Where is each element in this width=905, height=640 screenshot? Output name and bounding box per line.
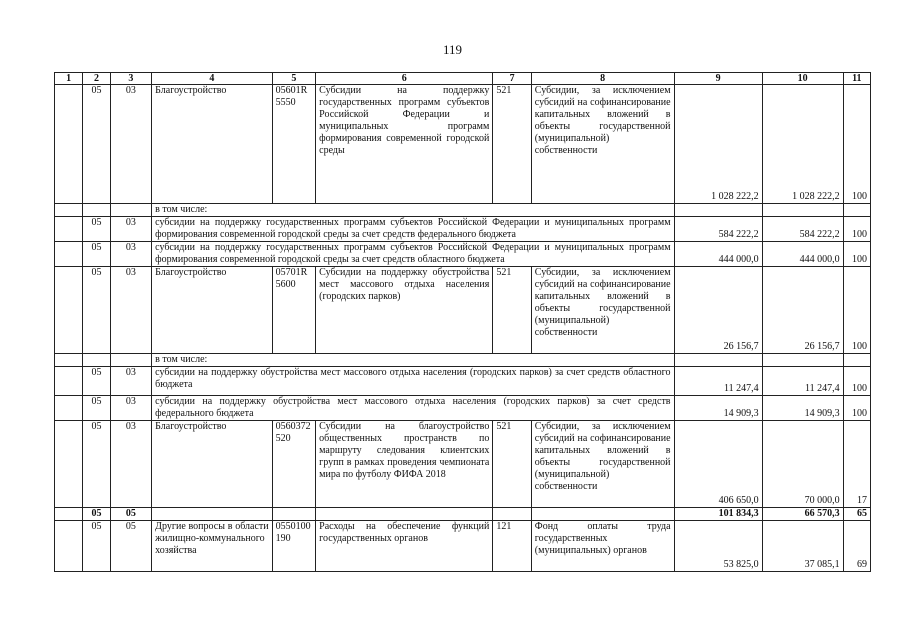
subsection-code: 03: [110, 242, 152, 267]
execution-percent: 65: [843, 508, 870, 521]
note-text: в том числе:: [152, 354, 674, 367]
col1-cell: [55, 85, 83, 204]
expense-type-description: Субсидии, за исключением субсидий на софинансирование капитальных вложений в объекты государственной (муниципальной) собственности: [531, 267, 674, 354]
planned-amount: 14 909,3: [674, 396, 762, 421]
table-row: [55, 204, 871, 217]
expense-type-code: 521: [493, 85, 531, 204]
section-code: 05: [83, 521, 110, 572]
planned-amount: 584 222,2: [674, 217, 762, 242]
header-cell: 4: [152, 73, 272, 85]
header-cell: 6: [316, 73, 493, 85]
execution-percent: 100: [843, 396, 870, 421]
section-code: 05: [83, 85, 110, 204]
header-row: [55, 73, 871, 85]
subsection-code: 03: [110, 421, 152, 508]
subsection-code: 03: [110, 267, 152, 354]
section-name: Другие вопросы в области жилищно-коммунального хозяйства: [152, 521, 272, 572]
execution-percent: 17: [843, 421, 870, 508]
executed-amount: 444 000,0: [762, 242, 843, 267]
section-code: 05: [83, 242, 110, 267]
col1-cell: [55, 421, 83, 508]
table-row: [55, 367, 871, 396]
subtotal-row: [55, 508, 871, 521]
expense-type-code: 121: [493, 521, 531, 572]
header-cell: 8: [531, 73, 674, 85]
executed-amount: 26 156,7: [762, 267, 843, 354]
subsection-code: 03: [110, 367, 152, 396]
target-description: Субсидии на поддержку государственных программ субъектов Российской Федерации и муниципальных программ формирования современной городской среды: [316, 85, 493, 204]
target-description: Субсидии на поддержку обустройства мест массового отдыха населения (городских парков): [316, 267, 493, 354]
table-row: [55, 421, 871, 508]
executed-amount: 37 085,1: [762, 521, 843, 572]
execution-percent: 100: [843, 85, 870, 204]
target-description: Субсидии на благоустройство общественных пространств по маршруту следования клиентских групп в рамках проведения чемпионата мира по футболу ФИФА 2018: [316, 421, 493, 508]
execution-percent: 100: [843, 242, 870, 267]
col1-cell: [55, 521, 83, 572]
col1-cell: [55, 267, 83, 354]
expense-type-code: 521: [493, 421, 531, 508]
table-row: [55, 354, 871, 367]
header-cell: 5: [272, 73, 316, 85]
executed-amount: 1 028 222,2: [762, 85, 843, 204]
section-code: 05: [83, 508, 110, 521]
target-code: 0550100190: [272, 521, 316, 572]
header-cell: 10: [762, 73, 843, 85]
page-number: 119: [442, 42, 463, 57]
executed-amount: 66 570,3: [762, 508, 843, 521]
subsection-code: 03: [110, 85, 152, 204]
table-row: [55, 85, 871, 204]
subitem-description: субсидии на поддержку обустройства мест массового отдыха населения (городских парков) за счет средств областного бюджета: [152, 367, 674, 396]
header-cell: 1: [55, 73, 83, 85]
section-code: 05: [83, 267, 110, 354]
target-code: 0560372520: [272, 421, 316, 508]
table-row: [55, 521, 871, 572]
execution-percent: 69: [843, 521, 870, 572]
executed-amount: 11 247,4: [762, 367, 843, 396]
executed-amount: 584 222,2: [762, 217, 843, 242]
header-cell: 11: [843, 73, 870, 85]
section-code: 05: [83, 367, 110, 396]
target-code: 05701R5600: [272, 267, 316, 354]
header-cell: 3: [110, 73, 152, 85]
note-text: в том числе:: [152, 204, 674, 217]
expense-type-description: Субсидии, за исключением субсидий на софинансирование капитальных вложений в объекты государственной (муниципальной) собственности: [531, 85, 674, 204]
section-code: 05: [83, 396, 110, 421]
table-row: [55, 396, 871, 421]
planned-amount: 53 825,0: [674, 521, 762, 572]
planned-amount: 444 000,0: [674, 242, 762, 267]
expense-type-code: 521: [493, 267, 531, 354]
subsection-code: 03: [110, 217, 152, 242]
executed-amount: 14 909,3: [762, 396, 843, 421]
planned-amount: 11 247,4: [674, 367, 762, 396]
header-cell: 2: [83, 73, 110, 85]
planned-amount: 1 028 222,2: [674, 85, 762, 204]
target-code: 05601R5550: [272, 85, 316, 204]
expense-type-description: Фонд оплаты труда государственных (муниципальных) органов: [531, 521, 674, 572]
execution-percent: 100: [843, 367, 870, 396]
subitem-description: субсидии на поддержку государственных программ субъектов Российской Федерации и муниципальных программ формирования современной городской среды за счет средств федерального бюджета: [152, 217, 674, 242]
execution-percent: 100: [843, 267, 870, 354]
table-row: [55, 242, 871, 267]
table-row: [55, 267, 871, 354]
header-cell: 7: [493, 73, 531, 85]
section-name: Благоустройство: [152, 267, 272, 354]
subsection-code: 03: [110, 396, 152, 421]
table-row: [55, 217, 871, 242]
executed-amount: 70 000,0: [762, 421, 843, 508]
subsection-code: 05: [110, 521, 152, 572]
target-description: Расходы на обеспечение функций государственных органов: [316, 521, 493, 572]
subitem-description: субсидии на поддержку обустройства мест массового отдыха населения (городских парков) за счет средств федерального бюджета: [152, 396, 674, 421]
execution-percent: 100: [843, 217, 870, 242]
planned-amount: 406 650,0: [674, 421, 762, 508]
planned-amount: 101 834,3: [674, 508, 762, 521]
planned-amount: 26 156,7: [674, 267, 762, 354]
section-code: 05: [83, 217, 110, 242]
section-name: Благоустройство: [152, 85, 272, 204]
budget-table: [54, 72, 871, 572]
section-code: 05: [83, 421, 110, 508]
expense-type-description: Субсидии, за исключением субсидий на софинансирование капитальных вложений в объекты государственной (муниципальной) собственности: [531, 421, 674, 508]
subsection-code: 05: [110, 508, 152, 521]
section-name: Благоустройство: [152, 421, 272, 508]
header-cell: 9: [674, 73, 762, 85]
subitem-description: субсидии на поддержку государственных программ субъектов Российской Федерации и муниципальных программ формирования современной городской среды за счет средств областного бюджета: [152, 242, 674, 267]
